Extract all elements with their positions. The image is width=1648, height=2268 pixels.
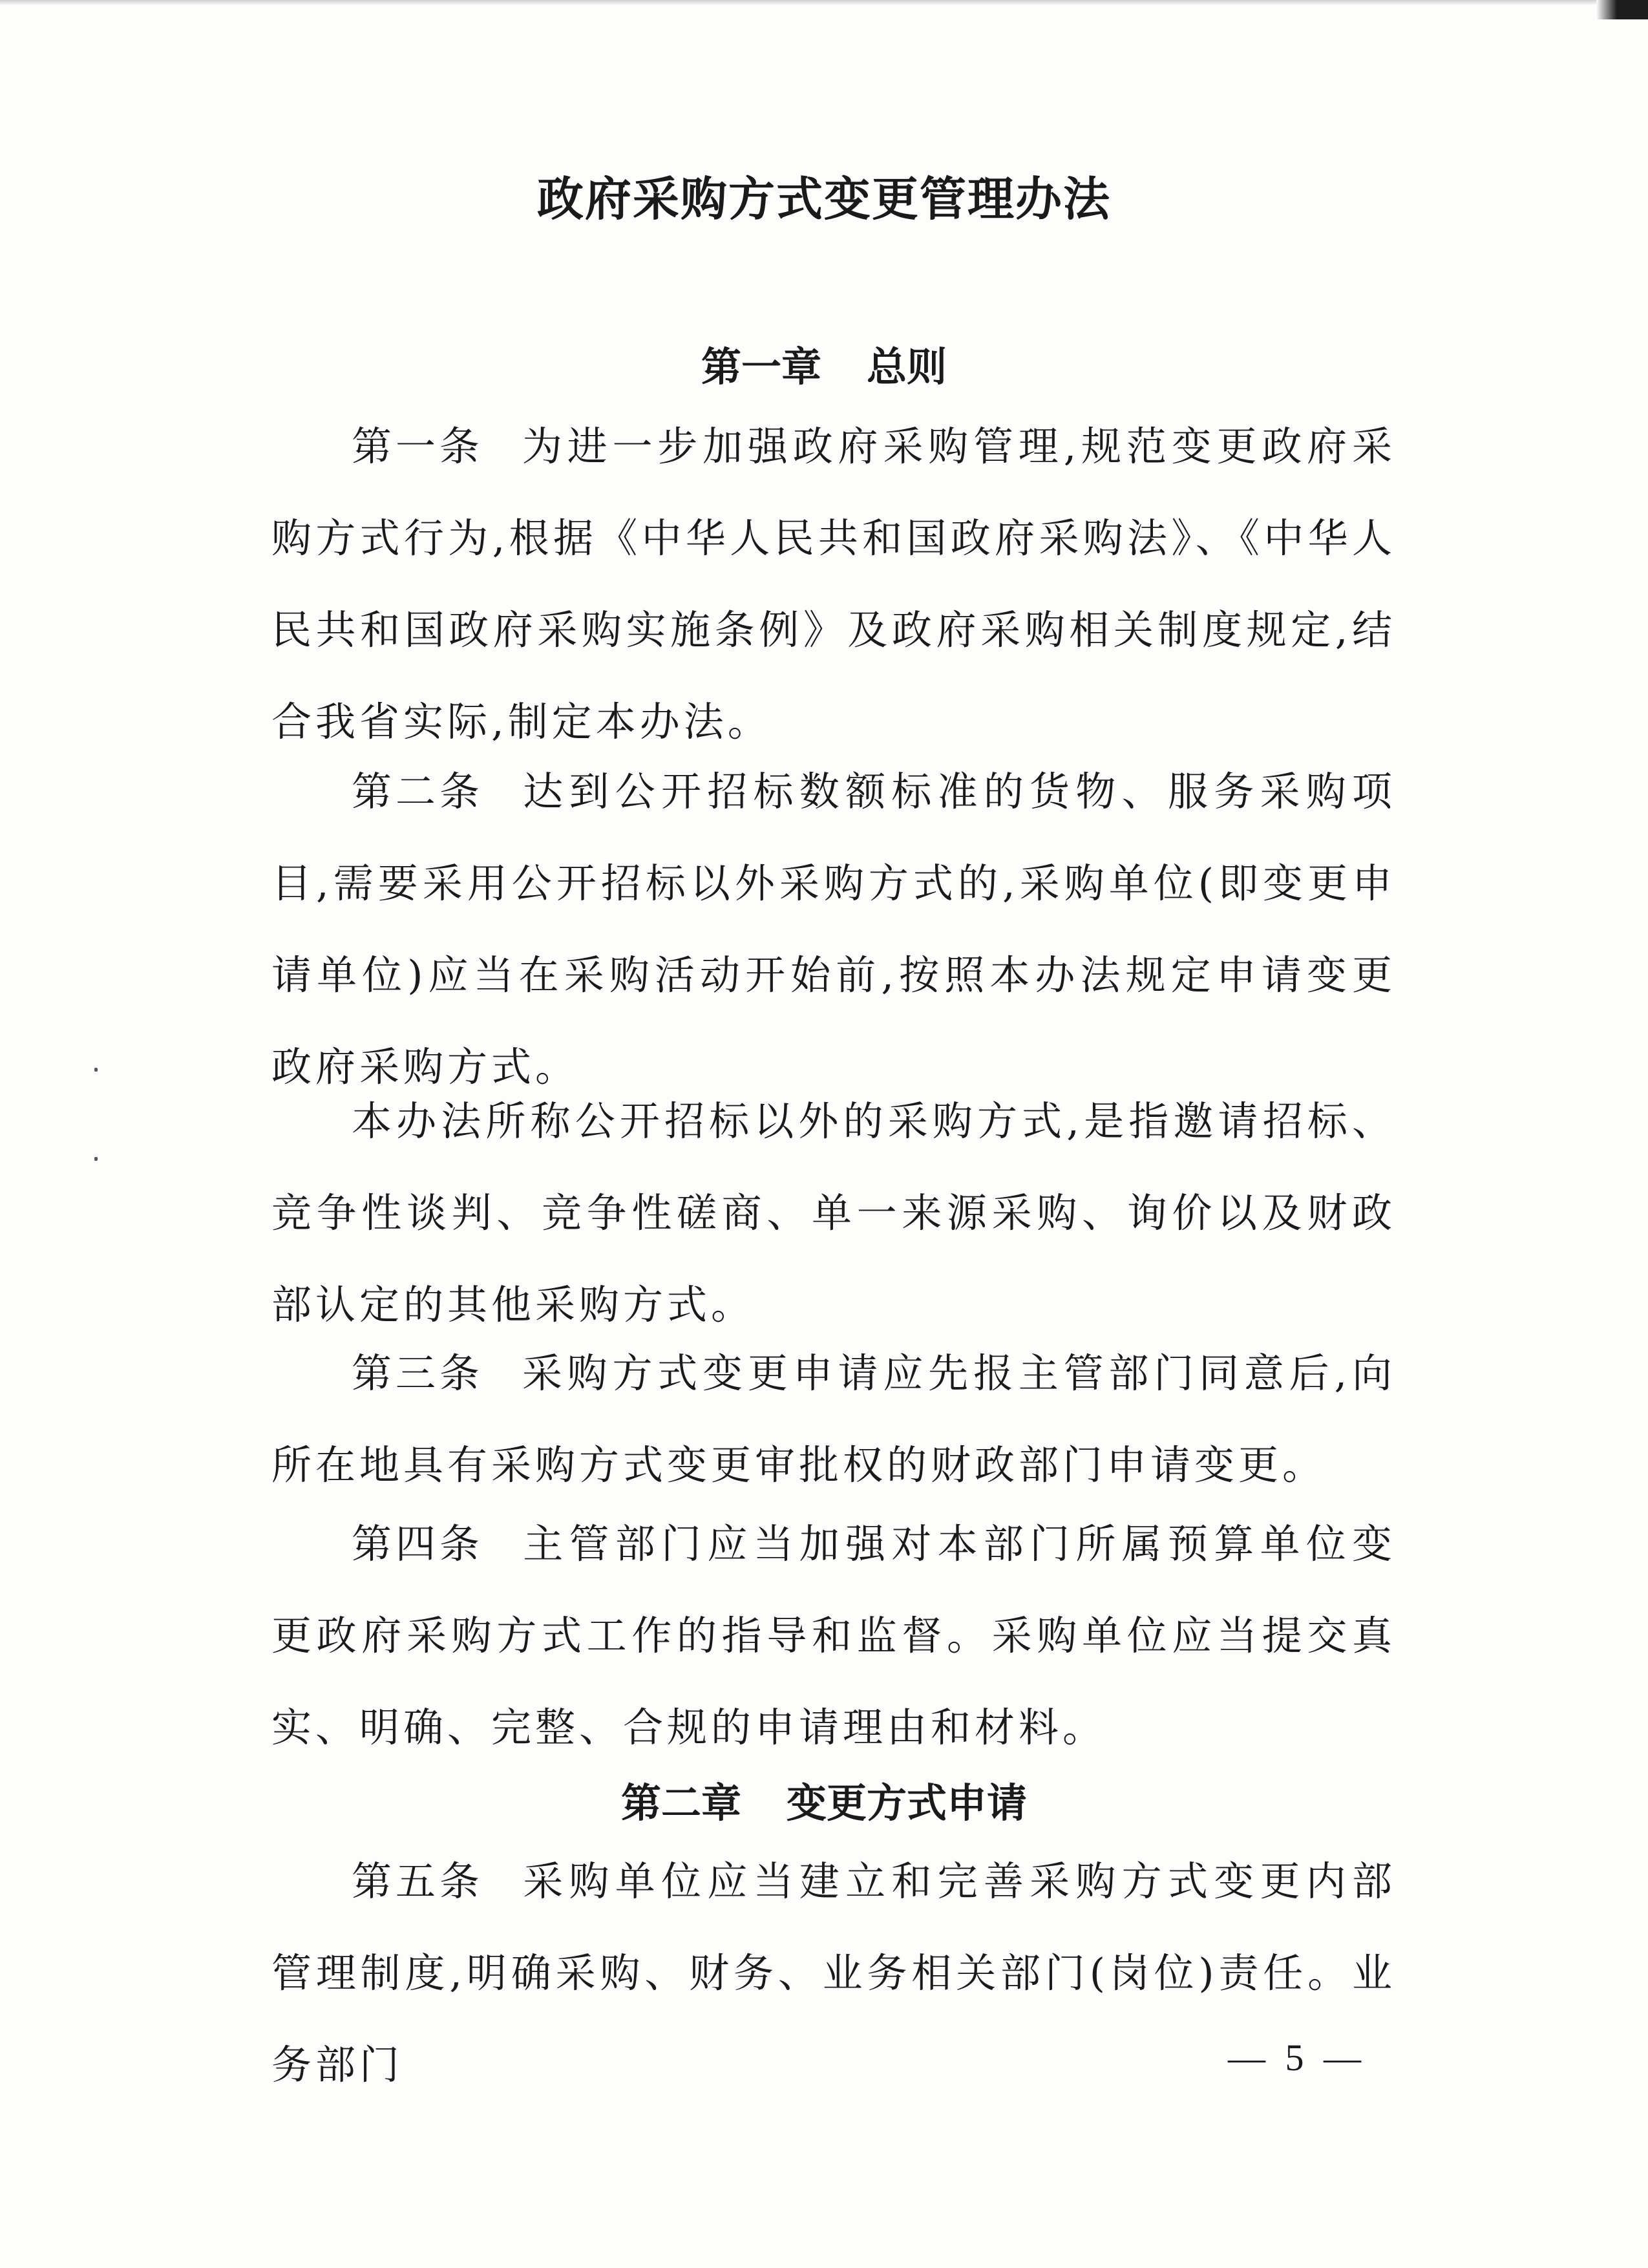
- chapter-label: 第一章: [701, 343, 821, 390]
- article-paragraph: [271, 1076, 1396, 1351]
- scan-speck: [94, 1068, 98, 1072]
- chapter-label: 第二章: [620, 1779, 741, 1827]
- article-paragraph: [271, 1328, 1396, 1511]
- page-number: — 5 —: [1228, 2037, 1366, 2079]
- scan-corner-shadow: [1596, 0, 1648, 19]
- chapter-name: 总则: [867, 343, 947, 390]
- article-number: 第四条: [352, 1520, 484, 1567]
- document-title: 政府采购方式变更管理办法: [536, 172, 1111, 226]
- scan-edge-shadow: [0, 0, 1648, 5]
- chapter-name: 变更方式申请: [787, 1779, 1028, 1827]
- article-number: 第三条: [352, 1350, 484, 1397]
- article-paragraph: [271, 746, 1396, 1113]
- article-number: 第五条: [352, 1858, 484, 1905]
- article-text: 主管部门应当加强对本部门所属预算单位变更政府采购方式工作的指导和监督。采购单位应当提交真实、明确、完整、合规的申请理由和材料。: [271, 1520, 1396, 1751]
- scan-speck: [94, 1157, 98, 1161]
- article-text: 采购单位应当建立和完善采购方式变更内部管理制度,明确采购、财务、业务相关部门(岗位)责任。业务部门: [271, 1858, 1396, 2088]
- article-text: 采购方式变更申请应先报主管部门同意后,向所在地具有采购方式变更审批权的财政部门申请变更。: [271, 1350, 1396, 1489]
- article-text: 为进一步加强政府采购管理,规范变更政府采购方式行为,根据《中华人民共和国政府采购法》、《中华人民共和国政府采购实施条例》及政府采购相关制度规定,结合我省实际,制定本办法。: [271, 423, 1396, 745]
- chapter-heading-2: [0, 1771, 1648, 1828]
- chapter-heading-1: [0, 335, 1648, 392]
- article-paragraph: [271, 401, 1396, 768]
- article-number: 第二条: [352, 768, 484, 815]
- article-text: 达到公开招标数额标准的货物、服务采购项目,需要采用公开招标以外采购方式的,采购单位(即变更申请单位)应当在采购活动开始前,按照本办法规定申请变更政府采购方式。: [271, 768, 1396, 1090]
- article-text: 本办法所称公开招标以外的采购方式,是指邀请招标、竞争性谈判、竞争性磋商、单一来源采购、询价以及财政部认定的其他采购方式。: [271, 1097, 1396, 1328]
- article-number: 第一条: [352, 423, 484, 470]
- article-paragraph: [271, 1498, 1396, 1774]
- article-paragraph: [271, 1836, 1396, 2111]
